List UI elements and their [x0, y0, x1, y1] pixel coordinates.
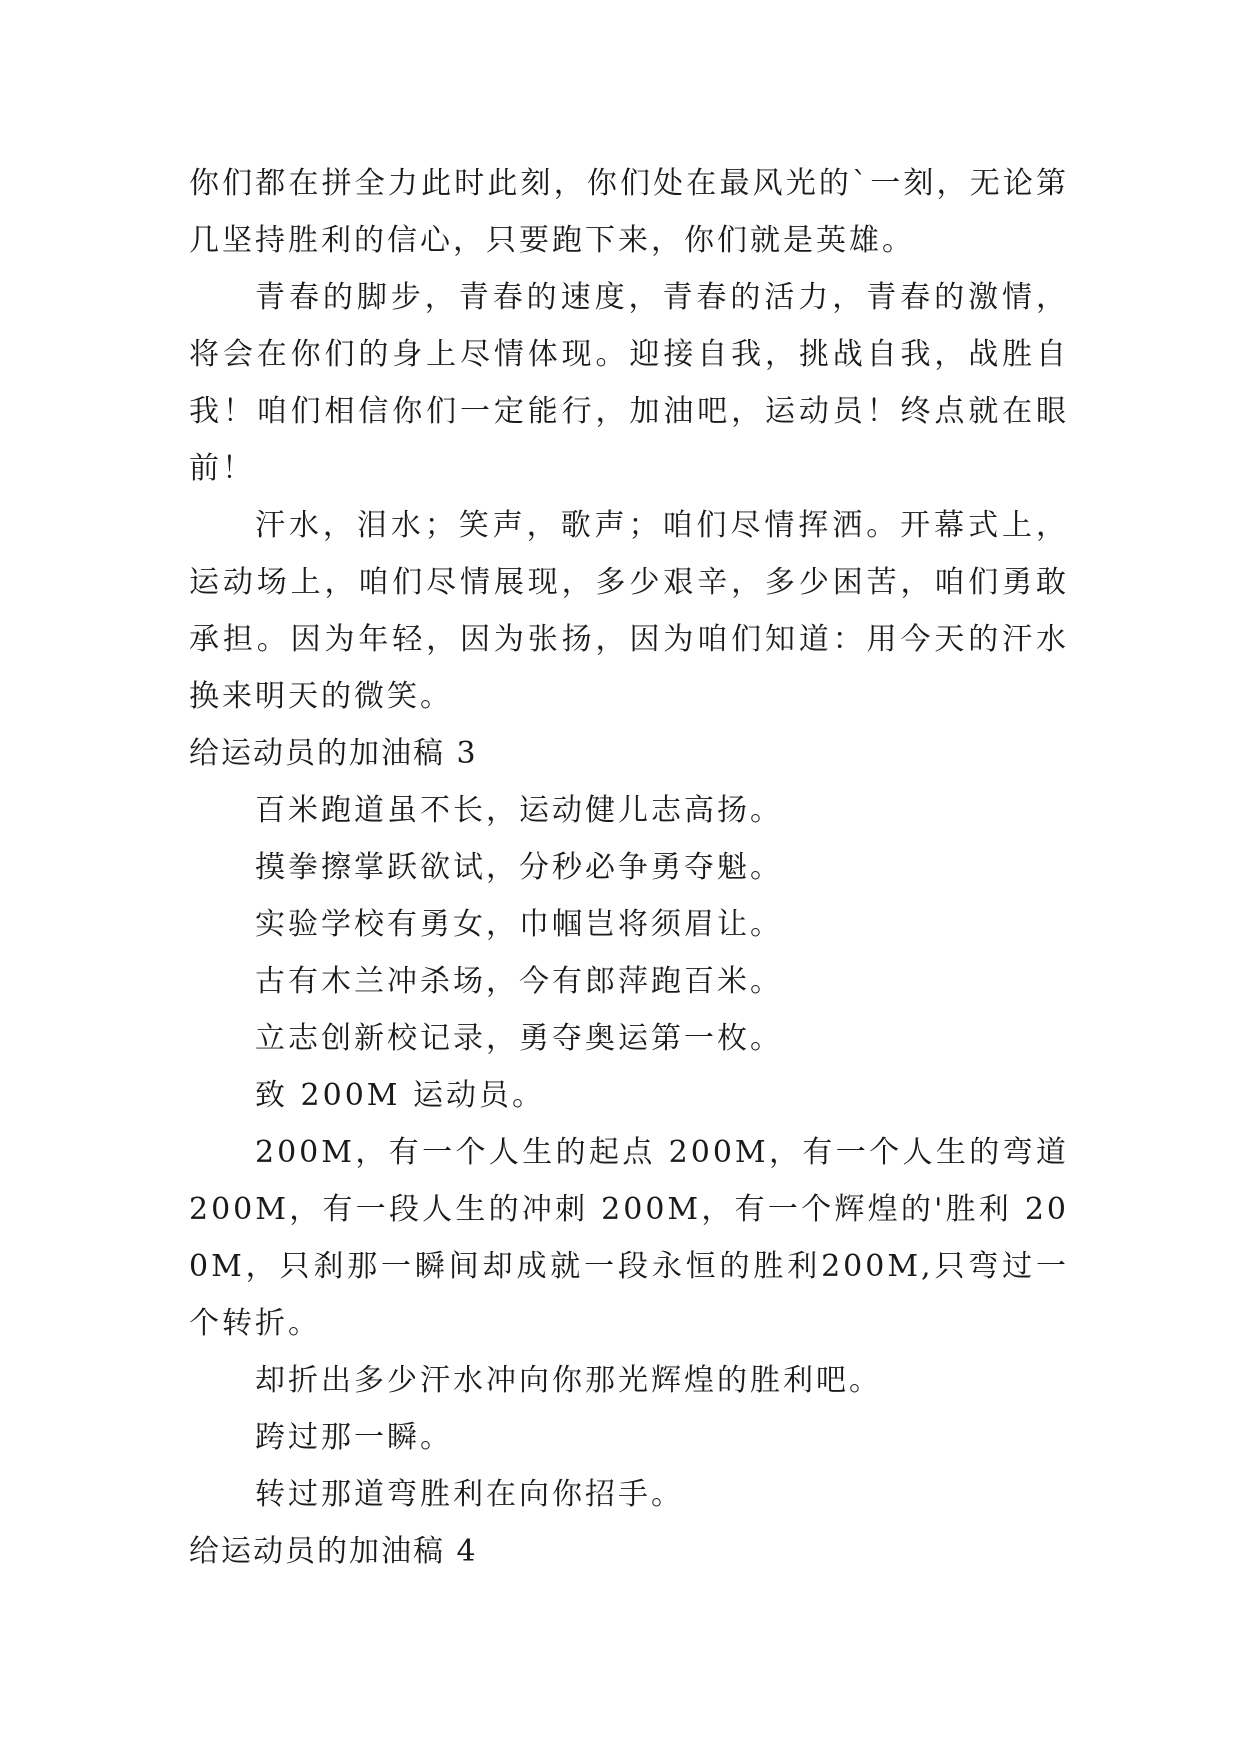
poem-line: 转过那道弯胜利在向你招手。	[255, 1477, 684, 1512]
section-heading: 给运动员的加油稿 4	[189, 1534, 478, 1569]
poem-line: 古有木兰冲杀场，今有郎萍跑百米。	[255, 964, 783, 999]
paragraph: 你们都在拼全力此时此刻，你们处在最风光的`一刻，无论第几坚持胜利的信心，只要跑下来，你们就是英雄。	[189, 166, 1069, 258]
poem-line: 跨过那一瞬。	[255, 1420, 453, 1455]
document-page	[189, 155, 1069, 1580]
paragraph: 青春的脚步，青春的速度，青春的活力，青春的激情，将会在你们的身上尽情体现。迎接自我，挑战自我，战胜自我！咱们相信你们一定能行，加油吧，运动员！终点就在眼前！	[189, 280, 1069, 486]
poem-line: 立志创新校记录，勇夺奥运第一枚。	[255, 1021, 783, 1056]
poem-line: 却折出多少汗水冲向你那光辉煌的胜利吧。	[255, 1363, 882, 1398]
poem-line: 百米跑道虽不长，运动健儿志高扬。	[255, 793, 783, 828]
poem-line: 实验学校有勇女，巾帼岂将须眉让。	[255, 907, 783, 942]
poem-line: 致 200M 运动员。	[255, 1078, 546, 1113]
paragraph: 汗水，泪水；笑声，歌声；咱们尽情挥洒。开幕式上，运动场上，咱们尽情展现，多少艰辛，多少困苦，咱们勇敢承担。因为年轻，因为张扬，因为咱们知道：用今天的汗水换来明天的微笑。	[189, 508, 1069, 714]
section-heading: 给运动员的加油稿 3	[189, 736, 478, 771]
poem-line: 摸拳擦掌跃欲试，分秒必争勇夺魁。	[255, 850, 783, 885]
paragraph: 200M，有一个人生的起点 200M，有一个人生的弯道 200M，有一段人生的冲刺 200M，有一个辉煌的'胜利 200M，只刹那一瞬间却成就一段永恒的胜利200M,只弯过一个转折。	[189, 1135, 1069, 1341]
